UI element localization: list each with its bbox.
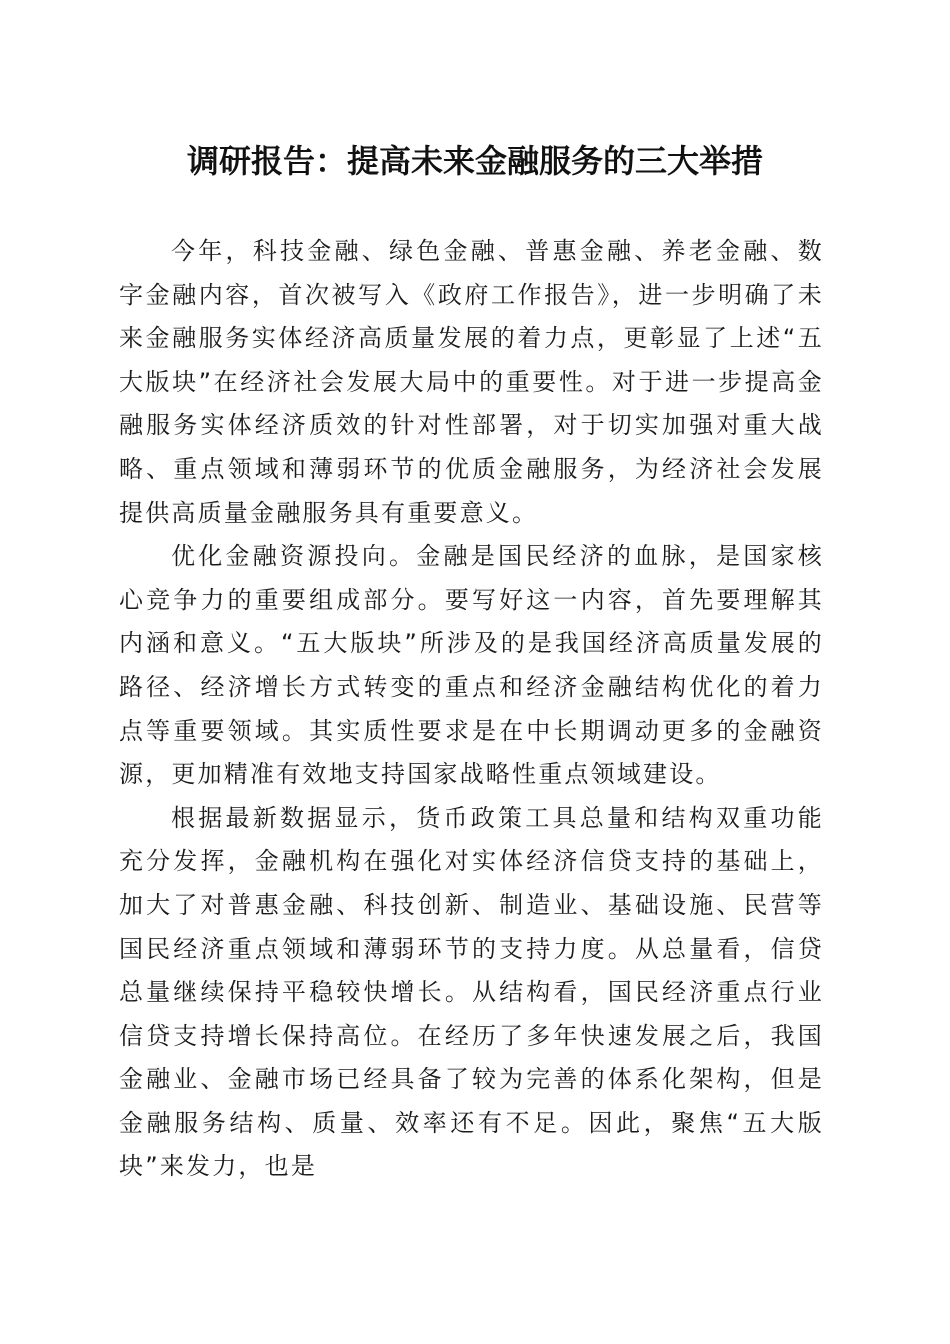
paragraph-1: 今年，科技金融、绿色金融、普惠金融、养老金融、数字金融内容，首次被写入《政府工作报告》，进一步明确了未来金融服务实体经济高质量发展的着力点，更彰显了上述“五大版块”在经济社会发展大局中的重要性。对于进一步提高金融服务实体经济质效的针对性部署，对于切实加强对重大战略、重点领域和薄弱环节的优质金融服务，为经济社会发展提供高质量金融服务具有重要意义。: [119, 237, 824, 527]
document-title: 调研报告：提高未来金融服务的三大举措: [186, 142, 763, 180]
document-body: [119, 230, 824, 1189]
paragraph-2: 优化金融资源投向。金融是国民经济的血脉，是国家核心竞争力的重要组成部分。要写好这一内容，首先要理解其内涵和意义。“五大版块”所涉及的是我国经济高质量发展的路径、经济增长方式转变的重点和经济金融结构优化的着力点等重要领域。其实质性要求是在中长期调动更多的金融资源，更加精准有效地支持国家战略性重点领域建设。: [119, 542, 824, 789]
paragraph-3: 根据最新数据显示，货币政策工具总量和结构双重功能充分发挥，金融机构在强化对实体经济信贷支持的基础上，加大了对普惠金融、科技创新、制造业、基础设施、民营等国民经济重点领域和薄弱环节的支持力度。从总量看，信贷总量继续保持平稳较快增长。从结构看，国民经济重点行业信贷支持增长保持高位。在经历了多年快速发展之后，我国金融业、金融市场已经具备了较为完善的体系化架构，但是金融服务结构、质量、效率还有不足。因此，聚焦“五大版块”来发力，也是: [119, 803, 824, 1181]
